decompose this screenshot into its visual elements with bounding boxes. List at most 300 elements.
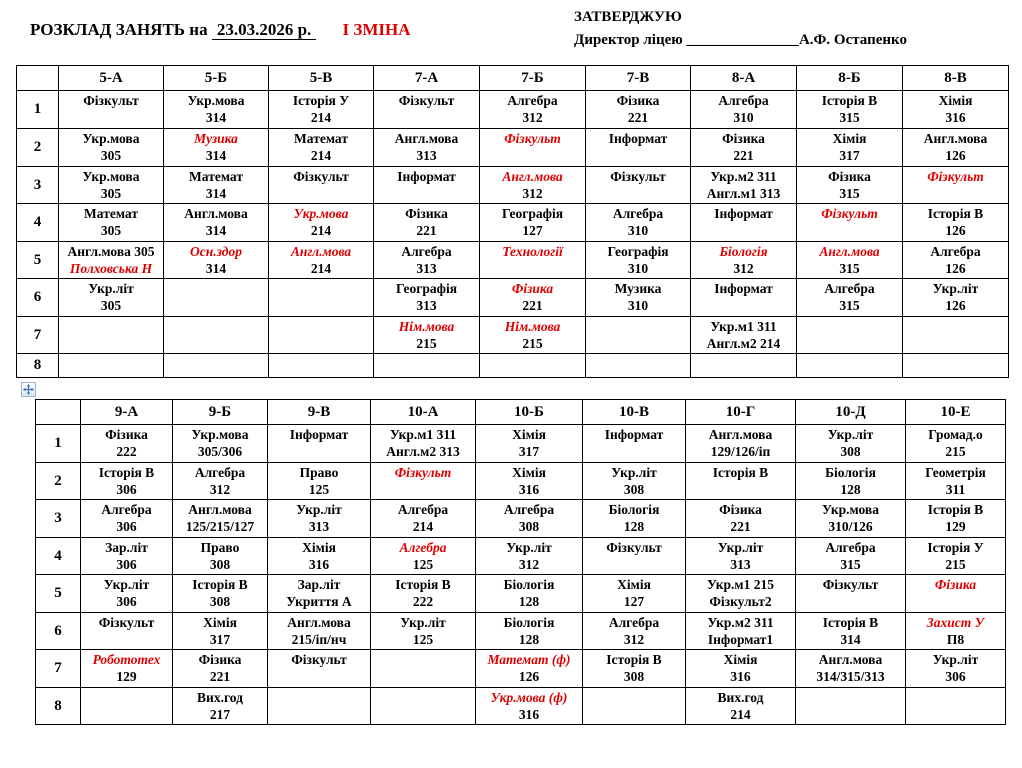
lesson-text: Алгебра <box>507 93 558 108</box>
lesson-text: 306 <box>945 669 966 685</box>
lesson-text: 316 <box>730 669 751 685</box>
schedule-cell <box>691 91 797 129</box>
lesson-text: Географія <box>395 281 458 297</box>
lesson-text: Географія <box>501 206 564 222</box>
lesson-text: 127 <box>522 223 543 239</box>
lesson-number: 2 <box>36 463 81 500</box>
table-row <box>17 167 1009 204</box>
class-column-header: 5-А <box>59 66 164 91</box>
schedule-cell <box>173 425 268 463</box>
lesson-text: Фізика <box>719 502 762 518</box>
schedule-cell <box>164 91 269 129</box>
lesson-text: 221 <box>416 223 437 239</box>
schedule-cell <box>797 279 903 316</box>
substitution-text: Нім.мова <box>504 318 561 334</box>
class-column-header: 10-Г <box>686 400 796 425</box>
schedule-cell <box>906 463 1006 500</box>
schedule-cell <box>586 204 691 241</box>
lesson-text: Англ.м2 313 <box>386 443 460 459</box>
approval-signature-line <box>574 29 907 52</box>
schedule-cell <box>903 354 1009 378</box>
schedule-cell <box>480 91 586 129</box>
lesson-text: 308 <box>840 443 861 459</box>
table-row <box>36 500 1006 537</box>
substitution-text: Захист У <box>926 614 985 630</box>
page-title <box>30 20 411 40</box>
lesson-text: Історія В <box>98 465 155 480</box>
lesson-text: Фізкульт <box>822 577 879 593</box>
lesson-text: Інформат <box>714 281 773 297</box>
schedule-cell <box>586 316 691 353</box>
schedule-cell <box>480 354 586 378</box>
lesson-text: Біологія <box>503 577 555 593</box>
schedule-cell <box>81 687 173 724</box>
lesson-text: 221 <box>733 147 754 163</box>
schedule-cell <box>164 316 269 353</box>
lesson-number: 7 <box>36 650 81 687</box>
schedule-cell <box>583 463 686 500</box>
table-row <box>36 650 1006 687</box>
lesson-text: Укр.мова <box>191 427 249 442</box>
schedule-cell <box>691 204 797 241</box>
table-row <box>36 425 1006 463</box>
schedule-cell <box>164 204 269 241</box>
lesson-text: 125 <box>412 556 434 572</box>
lesson-text: 305 <box>100 298 122 314</box>
schedule-cell <box>796 500 906 537</box>
schedule-cell <box>59 354 164 378</box>
schedule-cell <box>586 241 691 278</box>
schedule-cell <box>59 204 164 241</box>
schedule-cell <box>476 687 583 724</box>
schedule-cell <box>374 129 480 167</box>
schedule-cell <box>173 575 268 612</box>
lesson-text: 217 <box>209 706 231 722</box>
lesson-text: 310 <box>733 109 754 125</box>
lesson-text: Право <box>200 539 240 555</box>
lesson-text: 125 <box>412 631 434 647</box>
lesson-text: 129 <box>116 669 137 685</box>
lesson-text: 222 <box>412 594 434 610</box>
lesson-text: 310 <box>627 260 649 276</box>
schedule-cell <box>797 167 903 204</box>
lesson-text: Фізика <box>105 427 148 442</box>
schedule-cell <box>81 575 173 612</box>
lesson-text: Укр.м1 311 <box>710 318 777 334</box>
lesson-text: Хімія <box>512 465 546 480</box>
schedule-cell <box>164 279 269 316</box>
schedule-cell <box>586 354 691 378</box>
lesson-text: Математ <box>189 169 243 184</box>
class-column-header: 5-Б <box>164 66 269 91</box>
lesson-number: 4 <box>36 537 81 574</box>
lesson-text: Укр.літ <box>103 577 150 593</box>
lesson-text: Історія В <box>927 206 984 222</box>
lesson-text: 126 <box>518 669 540 685</box>
schedule-cell <box>906 687 1006 724</box>
schedule-cell <box>686 612 796 649</box>
schedule-cell <box>691 316 797 353</box>
lesson-text: 310/126 <box>828 519 873 535</box>
lesson-text: Історія В <box>822 614 879 630</box>
schedule-cell <box>269 316 374 353</box>
schedule-cell <box>269 167 374 204</box>
schedule-cell <box>797 354 903 378</box>
schedule-cell <box>268 463 371 500</box>
schedule-cell <box>173 650 268 687</box>
lesson-text: Біологія <box>608 502 660 518</box>
lesson-text: 311 <box>945 481 966 497</box>
title-text: РОЗКЛАД ЗАНЯТЬ на <box>30 20 208 39</box>
lesson-text: Фізкульт <box>610 169 666 184</box>
schedule-cell <box>480 167 586 204</box>
lesson-text: 313 <box>730 556 751 572</box>
lesson-text: 306 <box>116 594 137 610</box>
lesson-text: Фізкульт <box>398 93 455 108</box>
schedule-cell <box>164 241 269 278</box>
lesson-text: Укр.літ <box>932 281 979 297</box>
substitution-text: Укр.мова <box>293 206 349 222</box>
lesson-text: Алгебра <box>503 502 555 518</box>
schedule-cell <box>480 279 586 316</box>
lesson-text: 310 <box>627 223 649 239</box>
lesson-text: Фізкульт2 <box>709 594 772 610</box>
lesson-text: Укр.мова <box>187 93 245 108</box>
schedule-cell <box>81 425 173 463</box>
schedule-cell <box>476 650 583 687</box>
schedule-cell <box>903 204 1009 241</box>
lesson-text: 126 <box>945 298 966 314</box>
lesson-text: Алгебра <box>824 281 875 297</box>
lesson-text: 316 <box>518 706 540 722</box>
schedule-cell <box>906 612 1006 649</box>
signature-blank: _______________ <box>686 31 799 48</box>
schedule-cell <box>796 612 906 649</box>
lesson-text: Укр.мова <box>82 131 140 146</box>
schedule-cell <box>81 537 173 574</box>
schedule-cell <box>374 241 480 278</box>
lesson-text: Укриття А <box>286 594 352 610</box>
schedule-cell <box>586 167 691 204</box>
schedule-cell <box>268 650 371 687</box>
lesson-text: Укр.мова <box>822 502 879 518</box>
class-column-header: 8-А <box>691 66 797 91</box>
schedule-cell <box>268 575 371 612</box>
schedule-cell <box>81 612 173 649</box>
class-column-header: 10-Б <box>476 400 583 425</box>
lesson-text: Фізика <box>828 169 871 184</box>
lesson-text: Укр.літ <box>611 465 657 480</box>
schedule-cell <box>686 687 796 724</box>
lesson-text: 316 <box>518 481 540 497</box>
schedule-cell <box>903 167 1009 204</box>
schedule-cell <box>583 500 686 537</box>
lesson-text: Алгебра <box>612 206 664 222</box>
table-row <box>17 129 1009 167</box>
corner-cell <box>17 66 59 91</box>
schedule-cell <box>59 167 164 204</box>
class-column-header: 10-В <box>583 400 686 425</box>
lesson-text: 312 <box>623 631 645 647</box>
lesson-text: 312 <box>522 185 543 201</box>
schedule-cell <box>480 316 586 353</box>
shift-label: І ЗМІНА <box>342 20 411 39</box>
lesson-text: 312 <box>518 556 540 572</box>
lesson-text: Алгебра <box>194 465 246 480</box>
lesson-text: 128 <box>623 519 645 535</box>
schedule-cell <box>686 463 796 500</box>
schedule-cell <box>269 279 374 316</box>
class-column-header: 9-А <box>81 400 173 425</box>
table-move-handle-icon[interactable] <box>21 382 36 397</box>
lesson-text: Фізкульт <box>606 539 662 555</box>
lesson-text: Укр.літ <box>400 614 446 630</box>
lesson-text: 221 <box>627 109 649 125</box>
schedule-cell <box>268 425 371 463</box>
schedule-cell <box>374 167 480 204</box>
lesson-text: 308 <box>518 519 540 535</box>
lesson-text: П8 <box>946 631 965 647</box>
table-row <box>36 687 1006 724</box>
schedule-cell <box>480 241 586 278</box>
lesson-text: 215 <box>522 335 543 351</box>
lesson-text: 222 <box>116 443 137 459</box>
lesson-text: Укр.літ <box>88 281 134 297</box>
lesson-text: 214 <box>310 147 332 163</box>
schedule-cell <box>797 129 903 167</box>
table-row <box>17 279 1009 316</box>
schedule-cell <box>583 612 686 649</box>
schedule-cell <box>59 316 164 353</box>
lesson-text: 214 <box>730 706 751 722</box>
schedule-cell <box>583 575 686 612</box>
lesson-text: Історія В <box>821 93 878 108</box>
lesson-text: 221 <box>209 669 231 685</box>
class-column-header: 7-А <box>374 66 480 91</box>
lesson-text: 317 <box>209 631 231 647</box>
class-column-header: 8-Б <box>797 66 903 91</box>
schedule-cell <box>371 425 476 463</box>
lesson-number: 2 <box>17 129 59 167</box>
lesson-text: Хімія <box>938 93 973 108</box>
lesson-number: 3 <box>36 500 81 537</box>
schedule-table-grades-5-8 <box>16 65 1009 378</box>
schedule-cell <box>686 500 796 537</box>
schedule-cell <box>686 575 796 612</box>
schedule-cell <box>268 537 371 574</box>
substitution-text: Фізика <box>934 577 977 593</box>
schedule-cell <box>686 425 796 463</box>
lesson-text: 310 <box>627 298 649 314</box>
class-column-header: 10-А <box>371 400 476 425</box>
lesson-number: 7 <box>17 316 59 353</box>
substitution-text: Полховська Н <box>69 260 153 276</box>
schedule-cell <box>797 91 903 129</box>
lesson-text: 308 <box>209 556 231 572</box>
schedule-cell <box>173 687 268 724</box>
lesson-text: Укр.літ <box>717 539 764 555</box>
schedule-cell <box>583 687 686 724</box>
lesson-text: Укр.літ <box>932 652 979 668</box>
lesson-text: Хімія <box>512 427 546 442</box>
table-row <box>17 316 1009 353</box>
lesson-text: 315 <box>840 556 861 572</box>
class-column-header: 9-В <box>268 400 371 425</box>
lesson-text: 125/215/127 <box>185 519 255 535</box>
lesson-text: Фізика <box>405 206 448 222</box>
approval-heading: ЗАТВЕРДЖУЮ <box>574 9 682 25</box>
schedule-cell <box>476 500 583 537</box>
schedule-cell <box>586 91 691 129</box>
schedule-cell <box>59 241 164 278</box>
lesson-text: Укр.літ <box>506 539 552 555</box>
schedule-cell <box>797 204 903 241</box>
director-label: Директор ліцею <box>574 31 687 48</box>
lesson-text: 314 <box>205 185 227 201</box>
schedule-cell <box>371 500 476 537</box>
director-name: А.Ф. Остапенко <box>798 31 908 48</box>
class-column-header: 10-Е <box>906 400 1006 425</box>
lesson-text: Історія В <box>606 652 662 668</box>
lesson-text: Право <box>299 465 339 480</box>
lesson-text: 125 <box>308 481 330 497</box>
schedule-cell <box>476 575 583 612</box>
schedule-cell <box>268 687 371 724</box>
schedule-cell <box>269 241 374 278</box>
schedule-cell <box>691 279 797 316</box>
lesson-text: 126 <box>945 147 966 163</box>
lesson-text: Зар.літ <box>105 539 148 555</box>
schedule-cell <box>906 537 1006 574</box>
schedule-cell <box>268 500 371 537</box>
schedule-cell <box>81 500 173 537</box>
lesson-text: 314/315/313 <box>816 669 885 685</box>
schedule-cell <box>173 612 268 649</box>
lesson-text: 214 <box>310 260 332 276</box>
schedule-cell <box>476 425 583 463</box>
lesson-text: Математ <box>294 131 348 146</box>
lesson-text: 312 <box>522 109 543 125</box>
lesson-text: Історія В <box>712 465 769 480</box>
lesson-text: 306 <box>116 481 137 497</box>
lesson-text: Англ.мова <box>188 502 252 518</box>
schedule-cell <box>691 167 797 204</box>
schedule-cell <box>374 204 480 241</box>
lesson-text: Інформат <box>397 169 456 184</box>
lesson-text: Вих.год <box>197 689 243 705</box>
schedule-cell <box>59 279 164 316</box>
lesson-text: Англ.мова <box>818 652 883 668</box>
schedule-cell <box>797 241 903 278</box>
table-row <box>17 91 1009 129</box>
lesson-text: Історія У <box>292 93 350 108</box>
schedule-cell <box>173 463 268 500</box>
lesson-number: 5 <box>17 241 59 278</box>
corner-cell <box>36 400 81 425</box>
lesson-text: 215 <box>945 556 966 572</box>
lesson-text: 315 <box>839 298 860 314</box>
lesson-text: Алгебра <box>718 93 769 108</box>
table-row <box>17 204 1009 241</box>
lesson-text: Англ.мова <box>923 131 988 146</box>
lesson-text: Хімія <box>723 652 758 668</box>
lesson-text: 221 <box>730 519 751 535</box>
lesson-text: Фізкульт <box>98 614 155 630</box>
lesson-text: 314 <box>205 109 227 125</box>
schedule-cell <box>269 129 374 167</box>
schedule-cell <box>906 425 1006 463</box>
lesson-text: Укр.м1 215 <box>706 577 775 593</box>
substitution-text: Англ.мова <box>819 243 880 259</box>
lesson-text: Фізика <box>722 131 765 146</box>
substitution-text: Нім.мова <box>398 318 455 334</box>
schedule-date: 23.03.2026 р. <box>212 20 316 40</box>
lesson-text: 215/іп/нч <box>291 631 347 647</box>
lesson-text: 317 <box>518 443 540 459</box>
class-column-header: 7-Б <box>480 66 586 91</box>
lesson-text: Історія В <box>927 502 984 518</box>
schedule-cell <box>796 575 906 612</box>
schedule-cell <box>269 204 374 241</box>
schedule-cell <box>371 463 476 500</box>
lesson-text: 314 <box>205 147 227 163</box>
schedule-cell <box>269 354 374 378</box>
table-row <box>17 241 1009 278</box>
lesson-text: 214 <box>412 519 434 535</box>
lesson-text: Англ.м1 313 <box>706 185 781 201</box>
lesson-text: Алгебра <box>101 502 152 518</box>
lesson-text: Англ.м2 214 <box>706 335 781 351</box>
lesson-text: 305/306 <box>197 443 243 459</box>
class-column-header: 8-В <box>903 66 1009 91</box>
lesson-text: 305 <box>100 223 122 239</box>
schedule-table-grades-9-10 <box>35 399 1006 725</box>
lesson-text: 317 <box>839 147 860 163</box>
schedule-cell <box>691 354 797 378</box>
substitution-text: Робототех <box>92 652 161 668</box>
schedule-cell <box>906 575 1006 612</box>
substitution-text: Фізкульт <box>394 465 452 480</box>
lesson-number: 8 <box>36 687 81 724</box>
schedule-cell <box>691 129 797 167</box>
lesson-text: Англ.мова <box>287 614 351 630</box>
lesson-text: 129 <box>945 519 966 535</box>
schedule-cell <box>173 537 268 574</box>
lesson-text: Інформат <box>604 427 664 442</box>
schedule-cell <box>796 537 906 574</box>
lesson-number: 5 <box>36 575 81 612</box>
lesson-text: Інформат1 <box>707 631 774 647</box>
lesson-text: 313 <box>308 519 330 535</box>
substitution-text: Математ (ф) <box>487 652 571 668</box>
lesson-text: Інформат <box>289 427 349 442</box>
schedule-cell <box>476 612 583 649</box>
lesson-text: Укр.літ <box>827 427 874 442</box>
lesson-text: 314 <box>205 260 227 276</box>
schedule-cell <box>371 687 476 724</box>
lesson-text: Вих.год <box>717 689 764 705</box>
lesson-text: Укр.м2 311 <box>707 614 774 630</box>
schedule-cell <box>903 316 1009 353</box>
schedule-cell <box>173 500 268 537</box>
schedule-cell <box>374 279 480 316</box>
schedule-cell <box>480 204 586 241</box>
lesson-text: 126 <box>945 223 966 239</box>
lesson-text: 313 <box>416 298 437 314</box>
four-way-move-arrow-icon <box>23 384 34 395</box>
lesson-text: Історія У <box>927 539 984 555</box>
schedule-cell <box>583 537 686 574</box>
